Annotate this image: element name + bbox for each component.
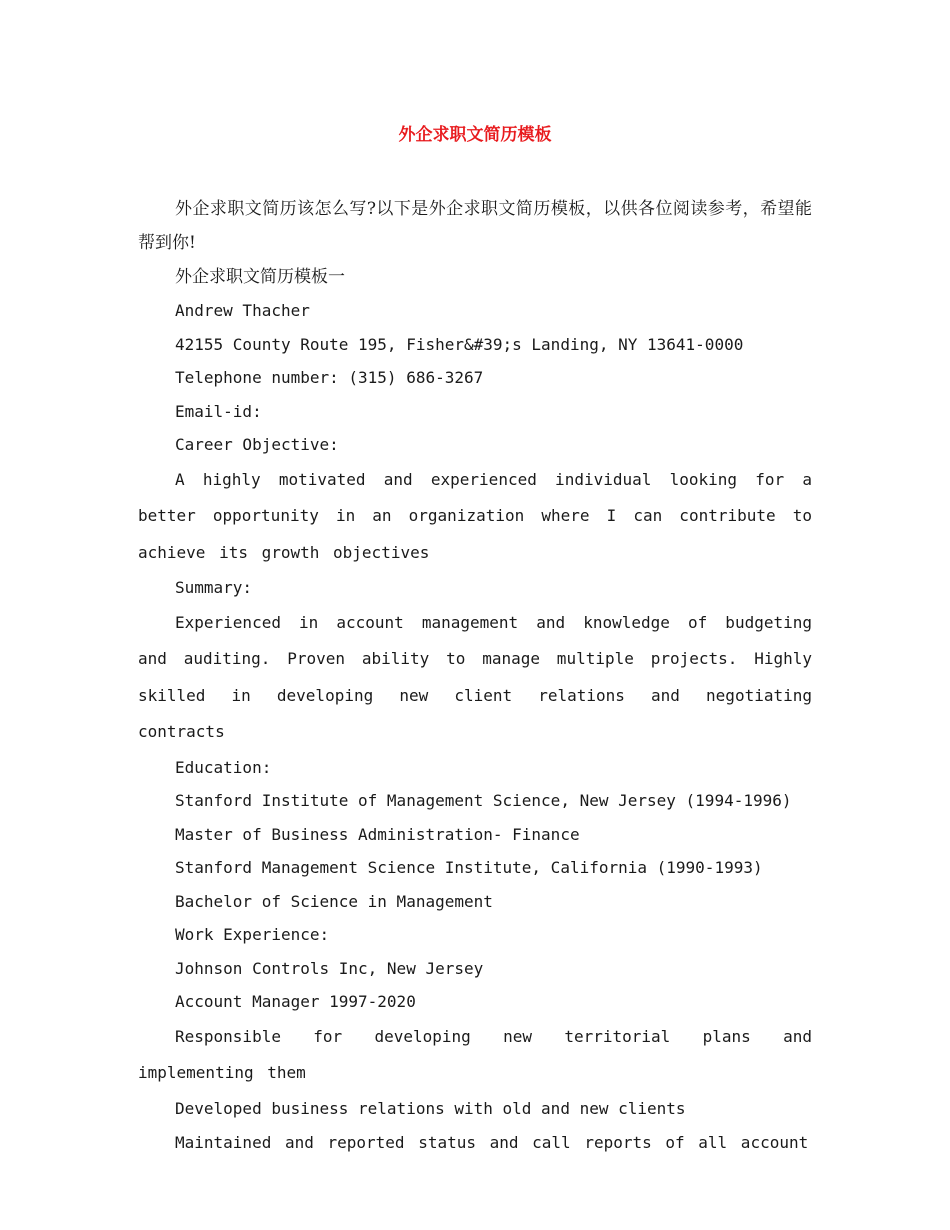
position: Account Manager 1997-2020 <box>175 992 416 1011</box>
section-heading: 外企求职文简历模板一 <box>175 267 345 287</box>
document-body <box>138 192 812 1162</box>
education-1-degree: Master of Business Administration- Finance <box>175 824 580 844</box>
applicant-name: Andrew Thacher <box>175 301 310 320</box>
applicant-telephone: Telephone number: (315) 686-3267 <box>175 368 484 387</box>
summary-text: Experienced in account management and knowledge of budgeting and auditing. Proven ability to manage multiple projects. Highly skilled in developing new client relations and negotiating contracts <box>138 612 812 741</box>
work-experience-label: Work Experience: <box>175 925 330 944</box>
applicant-email-label: Email-id: <box>175 401 262 421</box>
document-title: 外企求职文简历模板 <box>398 125 552 145</box>
intro-paragraph: 外企求职文简历该怎么写?以下是外企求职文简历模板，以供各位阅读参考，希望能帮到你! <box>138 199 812 253</box>
duty-2: Developed business relations with old and new clients <box>175 1098 686 1118</box>
summary-label: Summary: <box>175 578 253 597</box>
education-2-school: Stanford Management Science Institute, California (1990-1993) <box>175 858 763 877</box>
education-1-school: Stanford Institute of Management Science, New Jersey (1994-1996) <box>175 791 792 810</box>
duty-3: Maintained and reported status and call reports of all account <box>175 1133 809 1152</box>
duty-1: Responsible for developing new territorial plans and implementing them <box>138 1026 812 1082</box>
education-2-degree: Bachelor of Science in Management <box>175 891 493 911</box>
applicant-address: 42155 County Route 195, Fisher&#39;s Landing, NY 13641-0000 <box>175 334 744 354</box>
career-objective-label: Career Objective: <box>175 435 339 454</box>
employer: Johnson Controls Inc, New Jersey <box>175 958 484 978</box>
career-objective-text: A highly motivated and experienced individual looking for a better opportunity in an organization where I can contribute to achieve its growth objectives <box>138 469 812 562</box>
education-label: Education: <box>175 757 272 777</box>
